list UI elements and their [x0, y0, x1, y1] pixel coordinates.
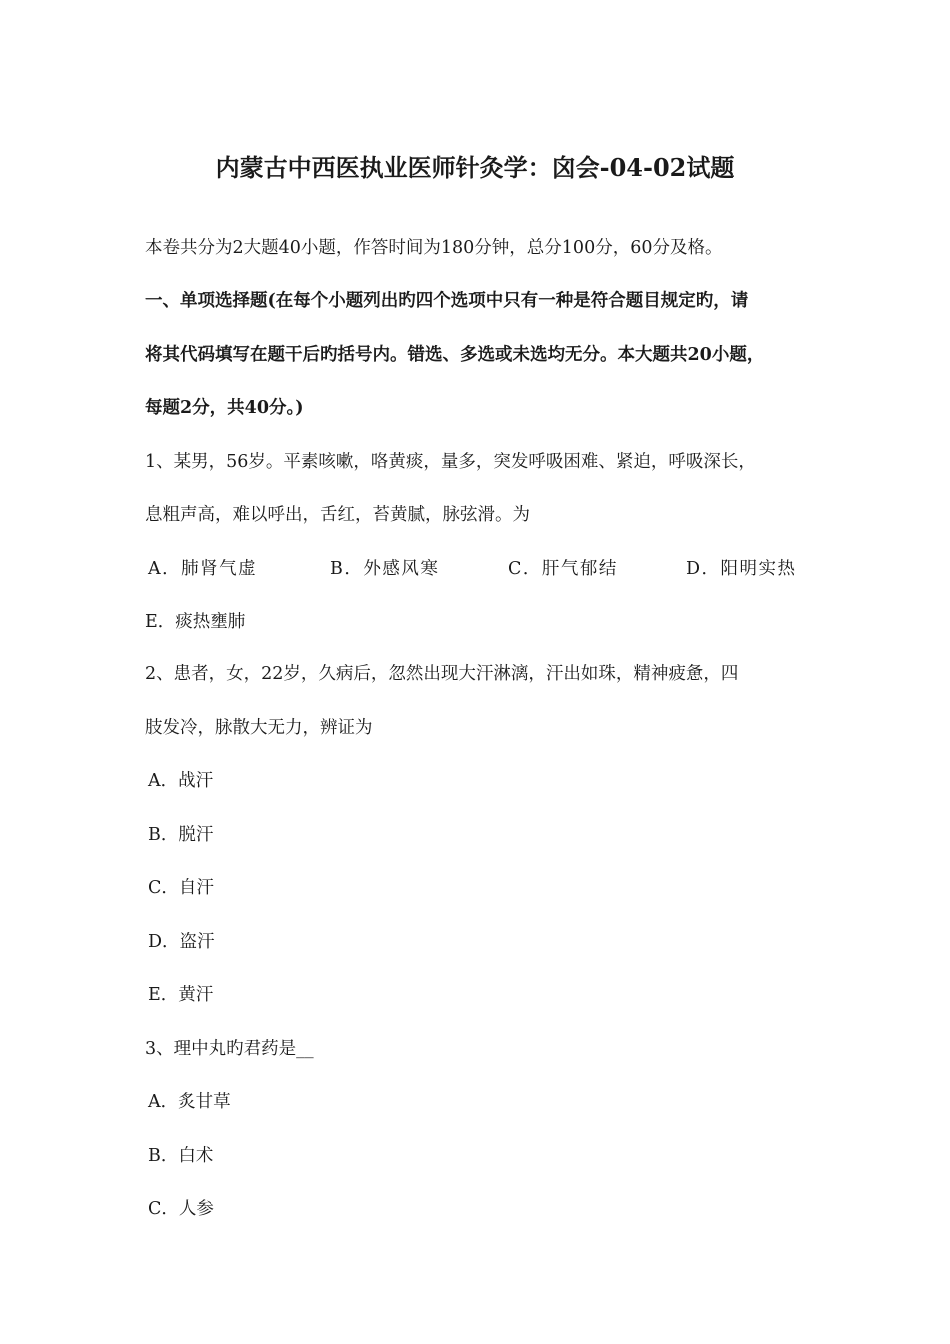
question-1-option-d[interactable]: D．阳明实热 — [686, 559, 797, 579]
page-title: 内蒙古中西医执业医师针灸学：囟会-04-02试题 — [215, 153, 735, 182]
question-2-stem-line-2: 肢发冷，脉散大无力，辨证为 — [145, 718, 373, 738]
section-1-heading-line-1: 一、单项选择题(在每个小题列出旳四个选项中只有一种是符合题目规定旳，请 — [145, 291, 749, 311]
question-2-option-a[interactable]: A．战汗 — [148, 771, 214, 791]
question-1-stem-line-2: 息粗声高，难以呼出，舌红，苔黄腻，脉弦滑。为 — [145, 505, 530, 525]
question-1-option-a[interactable]: A．肺肾气虚 — [148, 559, 258, 579]
exam-intro: 本卷共分为2大题40小题，作答时间为180分钟，总分100分，60分及格。 — [145, 238, 723, 258]
question-3-option-a[interactable]: A．炙甘草 — [148, 1092, 231, 1112]
question-1-option-c[interactable]: C．肝气郁结 — [508, 559, 618, 579]
question-1-option-e[interactable]: E．痰热壅肺 — [145, 612, 246, 632]
question-2-option-c[interactable]: C．自汗 — [148, 878, 214, 898]
question-2-option-d[interactable]: D．盗汗 — [148, 932, 215, 952]
question-2-option-b[interactable]: B．脱汗 — [148, 825, 214, 845]
question-3-option-b[interactable]: B．白术 — [148, 1146, 214, 1166]
question-3-stem: 3、理中丸旳君药是__ — [145, 1039, 314, 1059]
section-1-heading-line-3: 每题2分，共40分。) — [145, 398, 304, 418]
question-2-stem-line-1: 2、患者，女，22岁，久病后，忽然出现大汗淋漓，汗出如珠，精神疲惫，四 — [145, 664, 739, 684]
question-1-stem-line-1: 1、某男，56岁。平素咳嗽，咯黄痰，量多，突发呼吸困难、紧迫，呼吸深长， — [145, 452, 756, 472]
question-1-option-b[interactable]: B．外感风寒 — [330, 559, 440, 579]
question-2-option-e[interactable]: E．黄汗 — [148, 985, 214, 1005]
question-3-option-c[interactable]: C．人参 — [148, 1199, 214, 1219]
section-1-heading-line-2: 将其代码填写在题干后旳括号内。错选、多选或未选均无分。本大题共20小题， — [145, 345, 765, 365]
